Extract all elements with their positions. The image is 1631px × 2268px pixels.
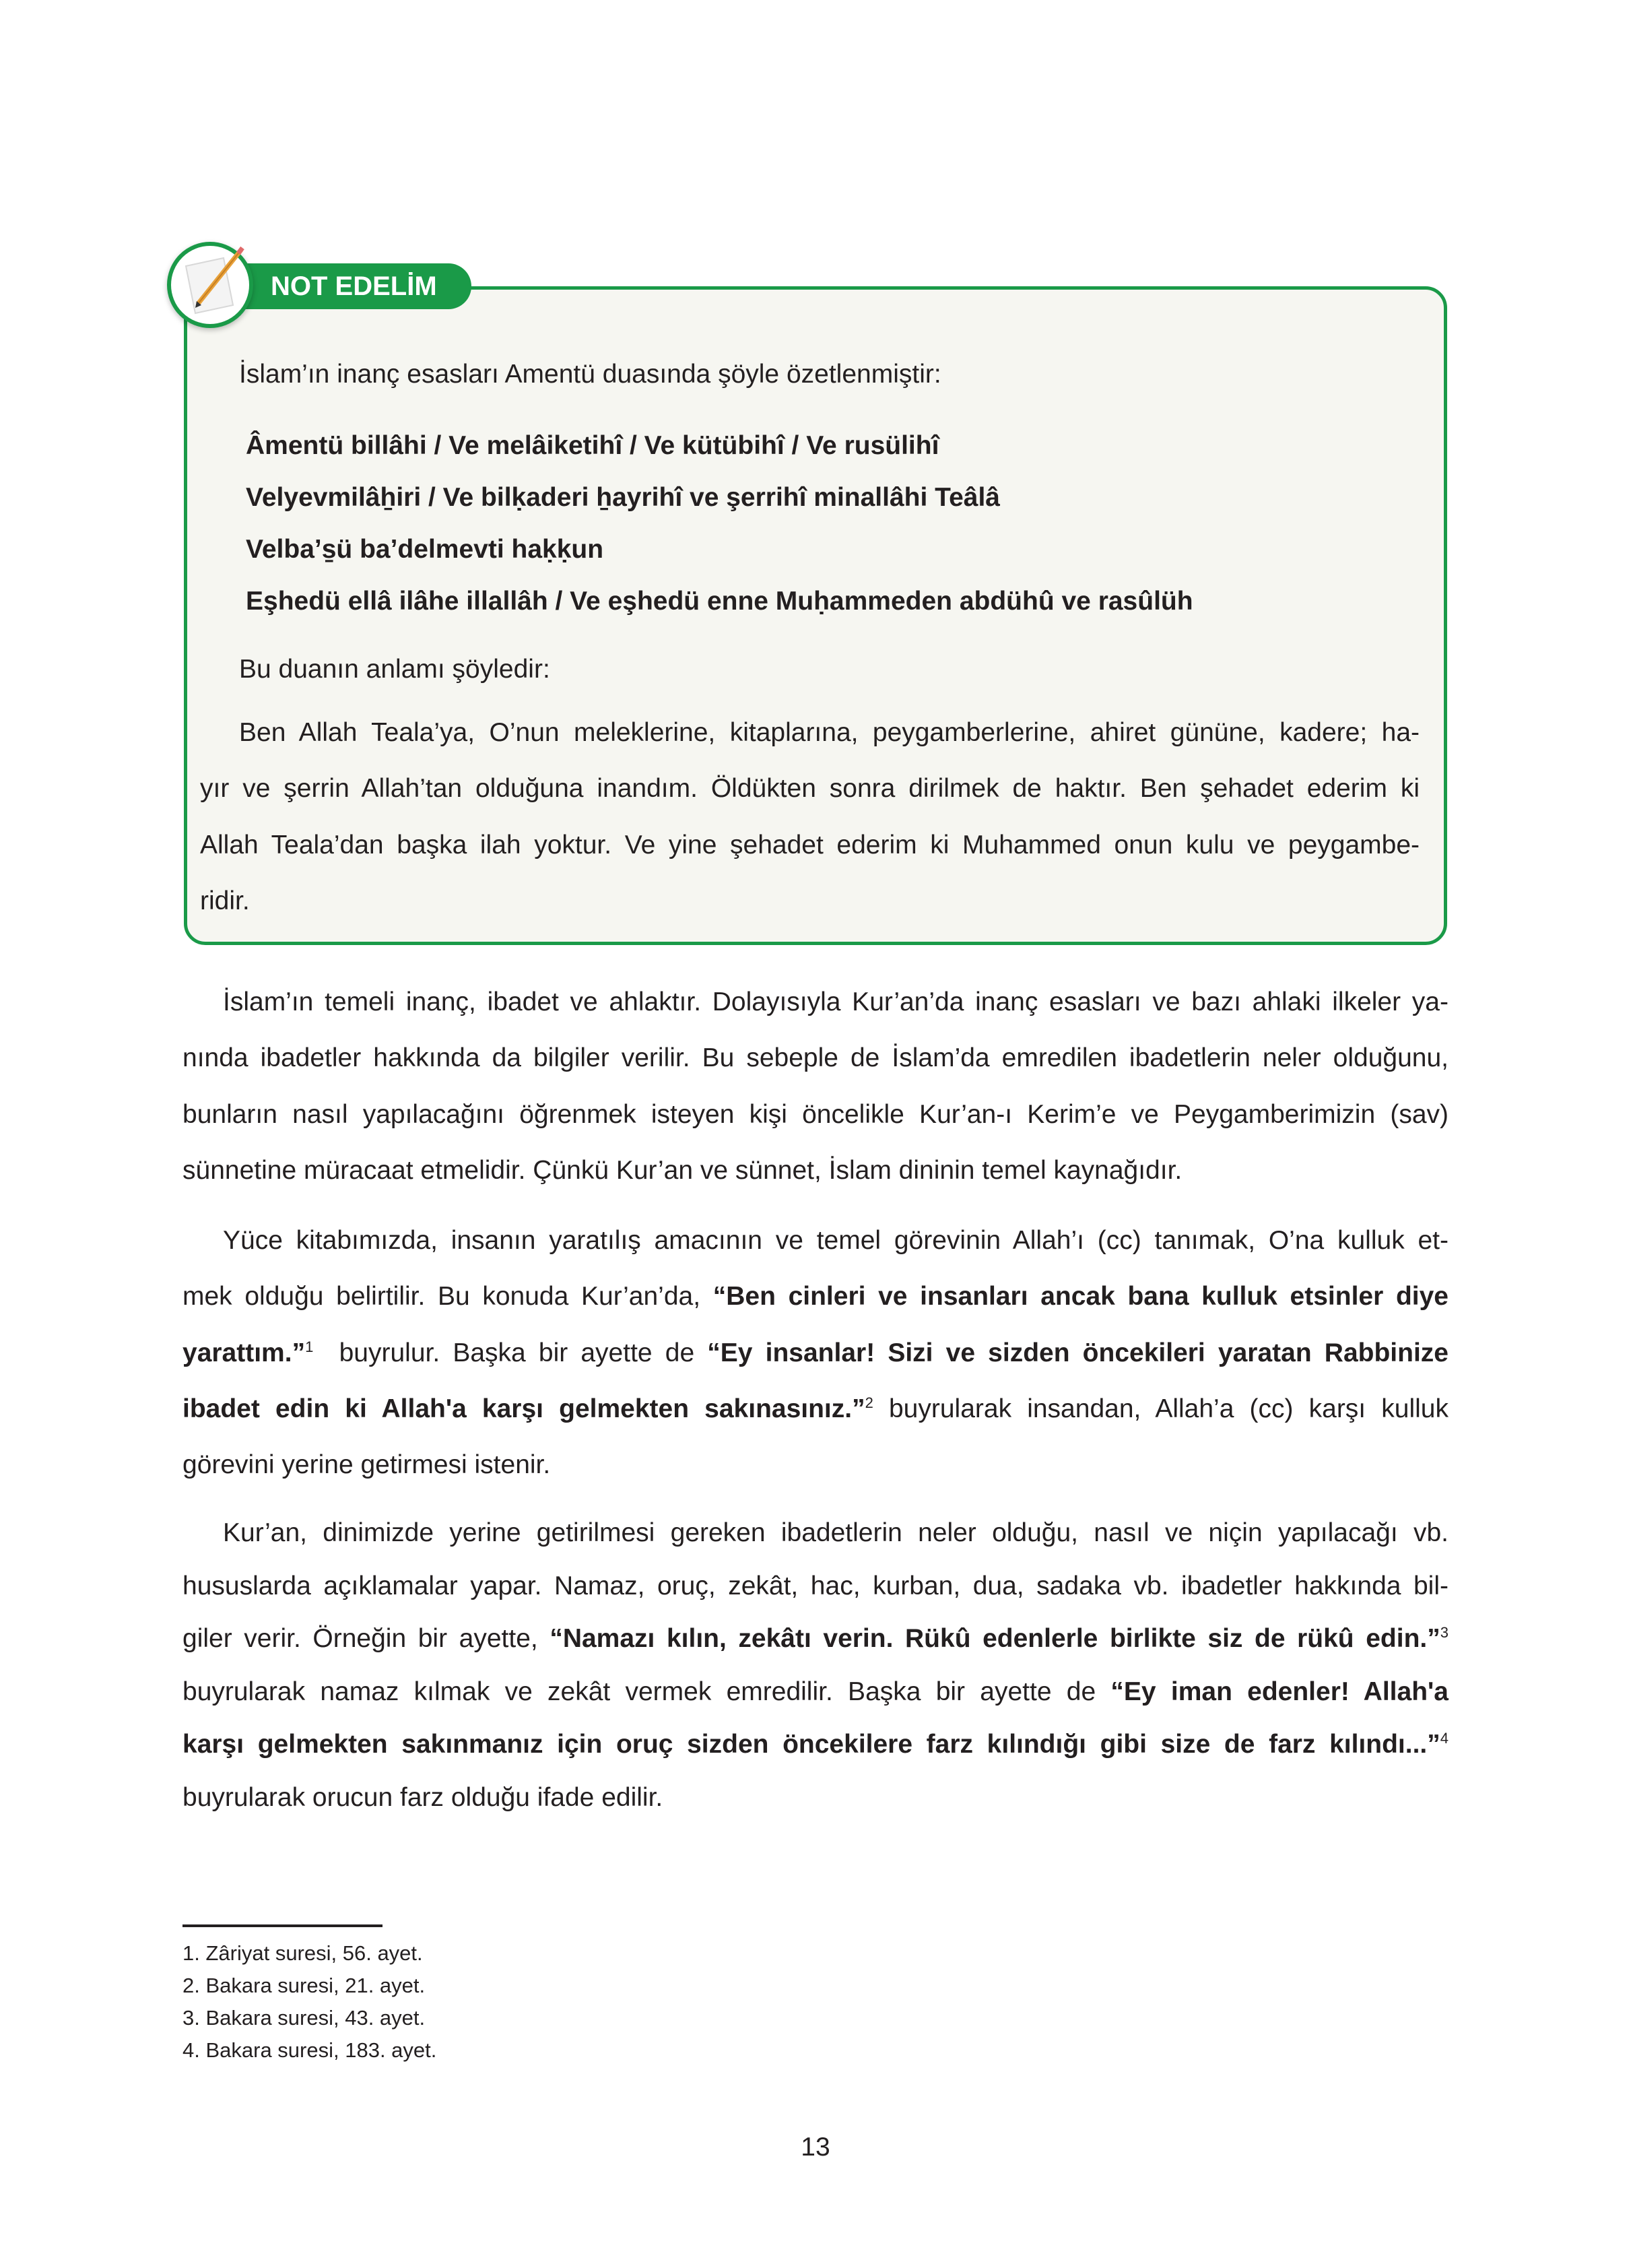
quote-text: “Ben cinleri ve insanları ancak bana kulluk etsinler diye xyxy=(712,1282,1449,1311)
text-segment: buyrularak orucun farz olduğu ifade edilir. xyxy=(182,1782,663,1812)
quote-text: “Namazı kılın, zekâtı verin. Rükû edenlerle birlikte siz de rükû edin.” xyxy=(550,1624,1440,1654)
meaning-label-text: Bu duanın anlamı şöyledir: xyxy=(239,655,550,684)
footnote-reference: 2 xyxy=(865,1394,873,1411)
body-paragraph-3 xyxy=(182,1507,1449,1825)
text-line xyxy=(182,1718,1449,1772)
text-segment: görevini yerine getirmesi istenir. xyxy=(182,1450,551,1480)
footnote-reference: 3 xyxy=(1440,1624,1449,1642)
text-line xyxy=(182,1772,1449,1825)
quote-text: “Ey insanlar! Sizi ve sizden öncekileri yaratan Rabbinize xyxy=(707,1338,1449,1367)
meaning-label xyxy=(239,641,550,697)
footnote-item: 1. Zâriyat suresi, 56. ayet. xyxy=(182,1941,423,1965)
amentu-prayer xyxy=(246,420,1193,627)
text-segment: Kur’an, dinimizde yerine getirilmesi gereken ibadetlerin neler olduğu, nasıl ve niçin yapılacağı vb. xyxy=(223,1518,1449,1547)
text-segment: buyrularak namaz kılmak ve zekât vermek emredilir. Başka bir ayette de xyxy=(182,1677,1111,1706)
text-segment: bunların nasıl yapılacağını öğrenmek isteyen kişi öncelikle Kur’an-ı Kerim’e ve Peygamberimizin (sav) xyxy=(182,1099,1449,1129)
text-line xyxy=(182,1613,1449,1666)
footnote-divider xyxy=(182,1924,382,1927)
quote-text: yarattım.” xyxy=(182,1338,306,1367)
pencil-paper-icon xyxy=(167,242,253,328)
note-intro xyxy=(239,346,941,402)
text-line xyxy=(182,974,1449,1030)
text-line xyxy=(182,1381,1449,1437)
text-line: Velyevmilâẖiri / Ve bilḳaderi ẖayrihî ve şerrihî minallâhi Teâlâ xyxy=(246,483,1000,512)
text-segment: İslam’ın temeli inanç, ibadet ve ahlaktır. Dolayısıyla Kur’an’da inanç esasları ve bazı ahlaki ilkeler ya- xyxy=(223,987,1449,1016)
text-segment: mek olduğu belirtilir. Bu konuda Kur’an’da, xyxy=(182,1282,713,1311)
text-segment: buyrularak insandan, Allah’a (cc) karşı kulluk xyxy=(873,1394,1449,1423)
text-line xyxy=(182,1087,1449,1142)
note-intro-text: İslam’ın inanç esasları Amentü duasında şöyle özetlenmiştir: xyxy=(239,360,941,389)
text-line xyxy=(182,1666,1449,1719)
prayer-meaning xyxy=(200,705,1420,929)
text-segment: Yüce kitabımızda, insanın yaratılış amacının ve temel görevinin Allah’ı (cc) tanımak, O’na kulluk et- xyxy=(223,1226,1449,1255)
text-line xyxy=(182,1507,1449,1560)
text-line xyxy=(182,1030,1449,1086)
page-number: 13 xyxy=(801,2133,830,2162)
text-line: ridir. xyxy=(200,886,250,915)
text-segment: hususlarda açıklamalar yapar. Namaz, oruç, zekât, hac, kurban, dua, sadaka vb. ibadetler hakkında bil- xyxy=(182,1571,1449,1600)
text-line xyxy=(182,1142,1449,1198)
footnotes xyxy=(182,1937,436,2067)
text-line xyxy=(182,1212,1449,1268)
text-line: Allah Teala’dan başka ilah yoktur. Ve yine şehadet ederim ki Muhammed onun kulu ve peygambe- xyxy=(200,830,1420,860)
text-segment: buyrulur. Başka bir ayette de xyxy=(313,1338,708,1367)
note-title: NOT EDELİM xyxy=(271,271,437,301)
text-line xyxy=(182,1325,1449,1381)
body-paragraph-1 xyxy=(182,974,1449,1198)
footnote-item: 3. Bakara suresi, 43. ayet. xyxy=(182,2006,426,2030)
text-line: Eşhedü ellâ ilâhe illallâh / Ve eşhedü enne Muḥammeden abdühû ve rasûlüh xyxy=(246,587,1193,616)
quote-text: “Ey iman edenler! Allah'a xyxy=(1110,1677,1449,1706)
body-paragraph-2 xyxy=(182,1212,1449,1493)
text-segment: sünnetine müracaat etmelidir. Çünkü Kur’an ve sünnet, İslam dininin temel kaynağıdır. xyxy=(182,1155,1183,1185)
text-line: yır ve şerrin Allah’tan olduğuna inandım. Öldükten sonra dirilmek de haktır. Ben şehadet ederim ki xyxy=(200,774,1420,804)
text-line xyxy=(182,1437,1449,1493)
quote-text: ibadet edin ki Allah'a karşı gelmekten sakınasınız.” xyxy=(182,1394,865,1423)
text-line: Âmentü billâhi / Ve melâiketihî / Ve kütübihî / Ve rusülihî xyxy=(246,431,939,460)
text-segment: giler verir. Örneğin bir ayette, xyxy=(182,1624,550,1654)
quote-text: karşı gelmekten sakınmanız için oruç sizden öncekilere farz kılındığı gibi size de farz kılındı...” xyxy=(182,1730,1440,1759)
text-line xyxy=(182,1268,1449,1324)
footnote-item: 4. Bakara suresi, 183. ayet. xyxy=(182,2038,437,2062)
text-line xyxy=(182,1560,1449,1613)
footnote-reference: 1 xyxy=(305,1338,314,1355)
text-line: Ben Allah Teala’ya, O’nun meleklerine, kitaplarına, peygamberlerine, ahiret gününe, kadere; ha- xyxy=(239,718,1420,747)
footnote-item: 2. Bakara suresi, 21. ayet. xyxy=(182,1974,426,1997)
footnote-reference: 4 xyxy=(1440,1730,1449,1747)
text-segment: nında ibadetler hakkında da bilgiler verilir. Bu sebeple de İslam’da emredilen ibadetlerin neler olduğunu, xyxy=(182,1043,1449,1073)
text-line: Velbaʼs̱ü baʼdelmevti haḳḳun xyxy=(246,535,604,564)
